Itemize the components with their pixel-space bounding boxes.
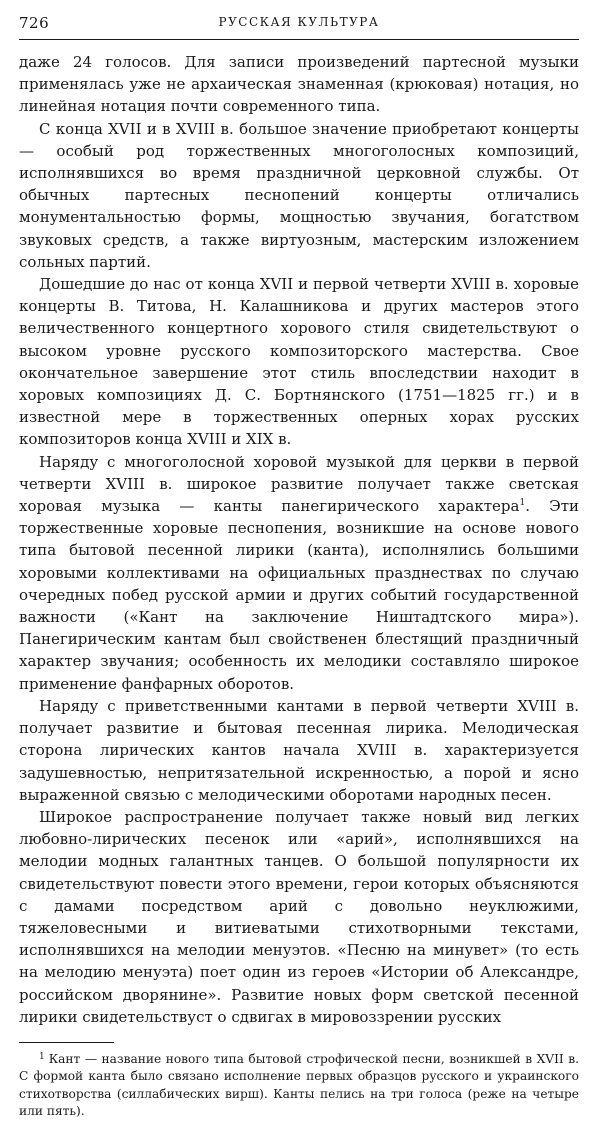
paragraph: Наряду с приветственными кантами в первой четверти XVIII в. получает развитие и бытовая песенная лирика. Мелодическая сторона лирических кантов начала XVIII в. характеризуется задушевностью, непритязательной искренностью, а порой и ясно выраженной связью с мелодическими оборотами народных песен. bbox=[19, 696, 579, 804]
running-head bbox=[19, 0, 579, 44]
paragraph-with-footnote bbox=[19, 451, 579, 695]
paragraph: С конца XVII и в XVIII в. большое значение приобретают концерты — особый род торжественных многоголосных композиций, исполнявшихся во время праздничной церковной службы. От обычных партесных песнопений концерты отличались монументальностью формы, мощностью звучания, богатством звуковых средств, а также виртуозным, мастерским изложением сольных партий. bbox=[19, 119, 579, 271]
paragraph-text-part: Эти торжественные хоровые песнопения, возникшие на основе нового типа бытовой песенной лирики (канта), исполнялись большими хоровыми коллективами на официальных празднествах по случаю очередных побед русской армии и других событий государственной важности («Кант на заключение Ништадтского мира»). Панегирическим кантам был свойственен блестящий праздничный характер звучания; особенность их мелодики составляло широкое применение фанфарных оборотов. bbox=[19, 497, 579, 693]
paragraph: Дошедшие до нас от конца XVII и первой четверти XVIII в. хоровые концерты В. Титова, Н. Калашникова и других мастеров этого величественного концертного хорового стиля свидетельствуют о высоком уровне русского композиторского мастерства. Свое окончательное завершение этот стиль впоследствии находит в хоровых композициях Д. С. Бортнянского (1751—1825 гг.) и в известной мере в торжественных оперных хорах русских композиторов конца XVIII и XIX в. bbox=[19, 275, 579, 449]
footnote-text: Кант — название нового типа бытовой строфической песни, возникшей в XVII в. С формой канта было связано исполнение первых образцов русского и украинского стихотворства (силлабических вирш). Канты пелись на три голоса (реже на четыре или пять). bbox=[19, 1051, 579, 1119]
footnotes bbox=[19, 1049, 579, 1121]
footnote-reference[interactable]: 1 bbox=[519, 498, 526, 509]
header-rule bbox=[19, 39, 579, 40]
footnote-rule bbox=[19, 1042, 114, 1043]
page-number: 726 bbox=[19, 14, 50, 32]
paragraph: Широкое распространение получает также новый вид легких любовно-лирических песенок или «арий», исполнявшихся на мелодии модных галантных танцев. О большой популярности их свидетельствуют повести этого времени, герои которых объясняются с дамами посредством арий с довольно неуклюжими, тяжеловесными и витиеватыми стихотворными текстами, исполнявшихся на мелодии менуэтов. «Песню на минувет» (то есть на мелодию менуэта) поет один из героев «Истории об Александре, российском дворянине». Развитие новых форм светской песенной лирики свидетельствуст о сдвигах в мировоззрении русских bbox=[19, 807, 579, 1026]
paragraph: даже 24 голосов. Для записи произведений партесной музыки применялась уже не архаическая знаменная (крюковая) нотация, но линейная нотация почти современного типа. bbox=[19, 53, 579, 116]
running-title: РУССКАЯ КУЛЬТУРА bbox=[218, 15, 380, 29]
footnote-mark: 1 bbox=[39, 1051, 45, 1062]
paragraph-punctuation: . bbox=[525, 497, 530, 516]
book-page bbox=[19, 0, 579, 1121]
paragraph-text-part: Наряду с многоголосной хоровой музыкой для церкви в первой четверти XVIII в. широкое развитие получает также светская хоровая музыка — канты панегирического характера bbox=[19, 452, 579, 516]
footnote bbox=[19, 1049, 579, 1121]
main-text bbox=[19, 51, 579, 1028]
